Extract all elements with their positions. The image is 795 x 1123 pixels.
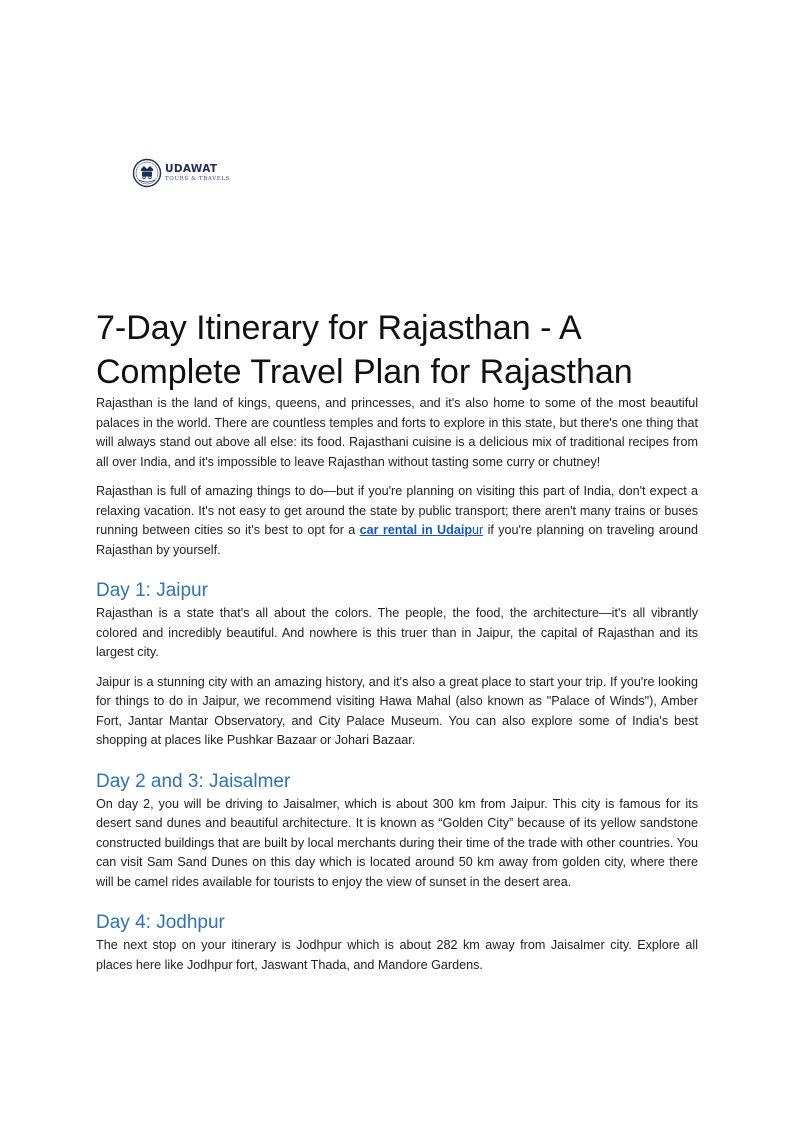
car-rental-udaipur-link[interactable] — [360, 523, 484, 537]
day-2-3-paragraph: On day 2, you will be driving to Jaisalmer, which is about 300 km from Jaipur. This city is famous for its desert sand dunes and beautiful architecture. It is known as “Golden City” because of its yellow sandstone constructed buildings that are built by local merchants during their time of the trade with other countries. You can visit Sam Sand Dunes on this day which is located around 50 km away from golden city, where there will be camel rides available for tourists to enjoy the view of sunset in the desert area. — [96, 796, 698, 889]
logo-emblem-icon — [132, 158, 162, 188]
day-1-paragraph-1: Rajasthan is a state that's all about the colors. The people, the food, the architecture—it's all vibrantly colored and incredibly beautiful. And nowhere is this truer than in Jaipur, the capital of Rajasthan and its largest city. — [96, 606, 698, 659]
day-4-paragraph: The next stop on your itinerary is Jodhpur which is about 282 km away from Jaisalmer city. Explore all places here like Jodhpur fort, Jaswant Thada, and Mandore Gardens. — [96, 938, 698, 972]
title-line-1: 7-Day Itinerary for Rajasthan - A — [96, 309, 582, 347]
car-rental-link-tail: ur — [472, 523, 484, 537]
car-rental-link-text: car rental in Udaip — [359, 523, 473, 537]
article-body — [96, 306, 698, 985]
section-heading-day-1: Day 1: Jaipur — [96, 580, 208, 601]
intro-paragraph-2-text-before: Rajasthan is full of amazing things to do—but if you're planning on visiting this part of India, don't expect a relaxing vacation. It's not easy to get around the state by public transport; there aren't many trains or buses running between cities so it's best to opt for a — [96, 484, 698, 537]
logo-subtitle: TOURS & TRAVELS — [165, 175, 231, 182]
title-line-2: Complete Travel Plan for Rajasthan — [96, 353, 633, 391]
section-heading-day-4: Day 4: Jodhpur — [96, 912, 225, 933]
intro-paragraph-1: Rajasthan is the land of kings, queens, and princesses, and it's also home to some of the most beautiful palaces in the world. There are countless temples and forts to explore in this state, but there's one thing that will always stand out above all else: its food. Rajasthani cuisine is a delicious mix of traditional recipes from all over India, and it's impossible to leave Rajasthan without tasting some curry or chutney! — [96, 396, 698, 469]
day-1-paragraph-2: Jaipur is a stunning city with an amazing history, and it's also a great place to start your trip. If you're looking for things to do in Jaipur, we recommend visiting Hawa Mahal (also known as "Palace of Winds"), Amber Fort, Jantar Mantar Observatory, and City Palace Museum. You can also explore some of India's best shopping at places like Pushkar Bazaar or Johari Bazaar. — [96, 674, 698, 747]
section-heading-day-2-3: Day 2 and 3: Jaisalmer — [96, 770, 291, 792]
intro-paragraph-2 — [96, 482, 698, 560]
page-title — [96, 306, 698, 394]
logo-name: UDAWAT — [165, 163, 218, 175]
company-logo — [132, 158, 230, 188]
intro-paragraph-2-text-after: if you're planning on traveling around Rajasthan by yourself. — [96, 523, 698, 557]
